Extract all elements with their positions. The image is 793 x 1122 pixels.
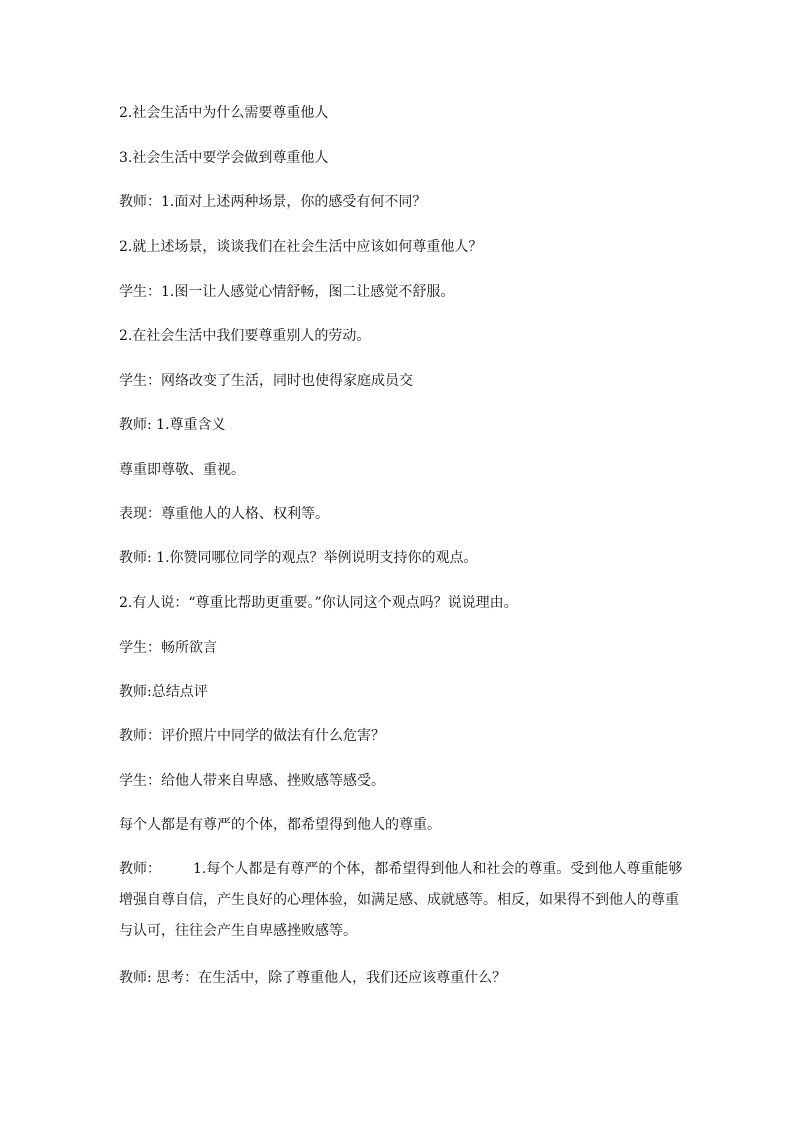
paragraph: 教师: 思考：在生活中，除了尊重他人，我们还应该尊重什么？ bbox=[119, 970, 507, 986]
paragraph: 教师: 1.你赞同哪位同学的观点？举例说明支持你的观点。 bbox=[119, 550, 478, 566]
paragraph: 教师: 1.尊重含义 bbox=[119, 417, 226, 433]
paragraph-text: 1.每个人都是有尊严的个体，都希望得到他人和社会的尊重。受到他人尊重能够 bbox=[193, 861, 683, 877]
paragraph: 2.在社会生活中我们要尊重别人的劳动。 bbox=[119, 328, 371, 344]
paragraph: 学生：给他人带来自卑感、挫败感等感受。 bbox=[119, 773, 385, 789]
paragraph: 每个人都是有尊严的个体，都希望得到他人的尊重。 bbox=[119, 817, 441, 833]
paragraph: 2.就上述场景，谈谈我们在社会生活中应该如何尊重他人？ bbox=[119, 239, 483, 255]
paragraph: 学生：网络改变了生活，同时也使得家庭成员交 bbox=[119, 373, 413, 389]
paragraph: 2.有人说：“尊重比帮助更重要。”你认同这个观点吗？说说理由。 bbox=[119, 595, 518, 611]
paragraph: 3.社会生活中要学会做到尊重他人 bbox=[119, 150, 329, 166]
paragraph-line: 与认可，往往会产生自卑感挫败感等。 bbox=[119, 923, 357, 939]
paragraph: 学生：1.图一让人感觉心情舒畅，图二让感觉不舒服。 bbox=[119, 284, 455, 300]
paragraph: 表现：尊重他人的人格、权利等。 bbox=[119, 506, 329, 522]
paragraph: 教师：评价照片中同学的做法有什么危害？ bbox=[119, 728, 385, 744]
paragraph: 学生：畅所欲言 bbox=[119, 640, 217, 656]
paragraph: 2.社会生活中为什么需要尊重他人 bbox=[119, 105, 329, 121]
paragraph: 教师:总结点评 bbox=[119, 684, 208, 700]
paragraph: 尊重即尊敬、重视。 bbox=[119, 462, 245, 478]
multiline-paragraph bbox=[119, 861, 683, 939]
paragraph-line: 增强自尊自信，产生良好的心理体验，如满足感、成就感等。相反，如果得不到他人的尊重 bbox=[119, 892, 679, 908]
speaker-label: 教师： bbox=[119, 861, 161, 877]
paragraph: 教师：1.面对上述两种场景，你的感受有何不同？ bbox=[119, 194, 427, 210]
paragraph-line bbox=[119, 861, 683, 877]
